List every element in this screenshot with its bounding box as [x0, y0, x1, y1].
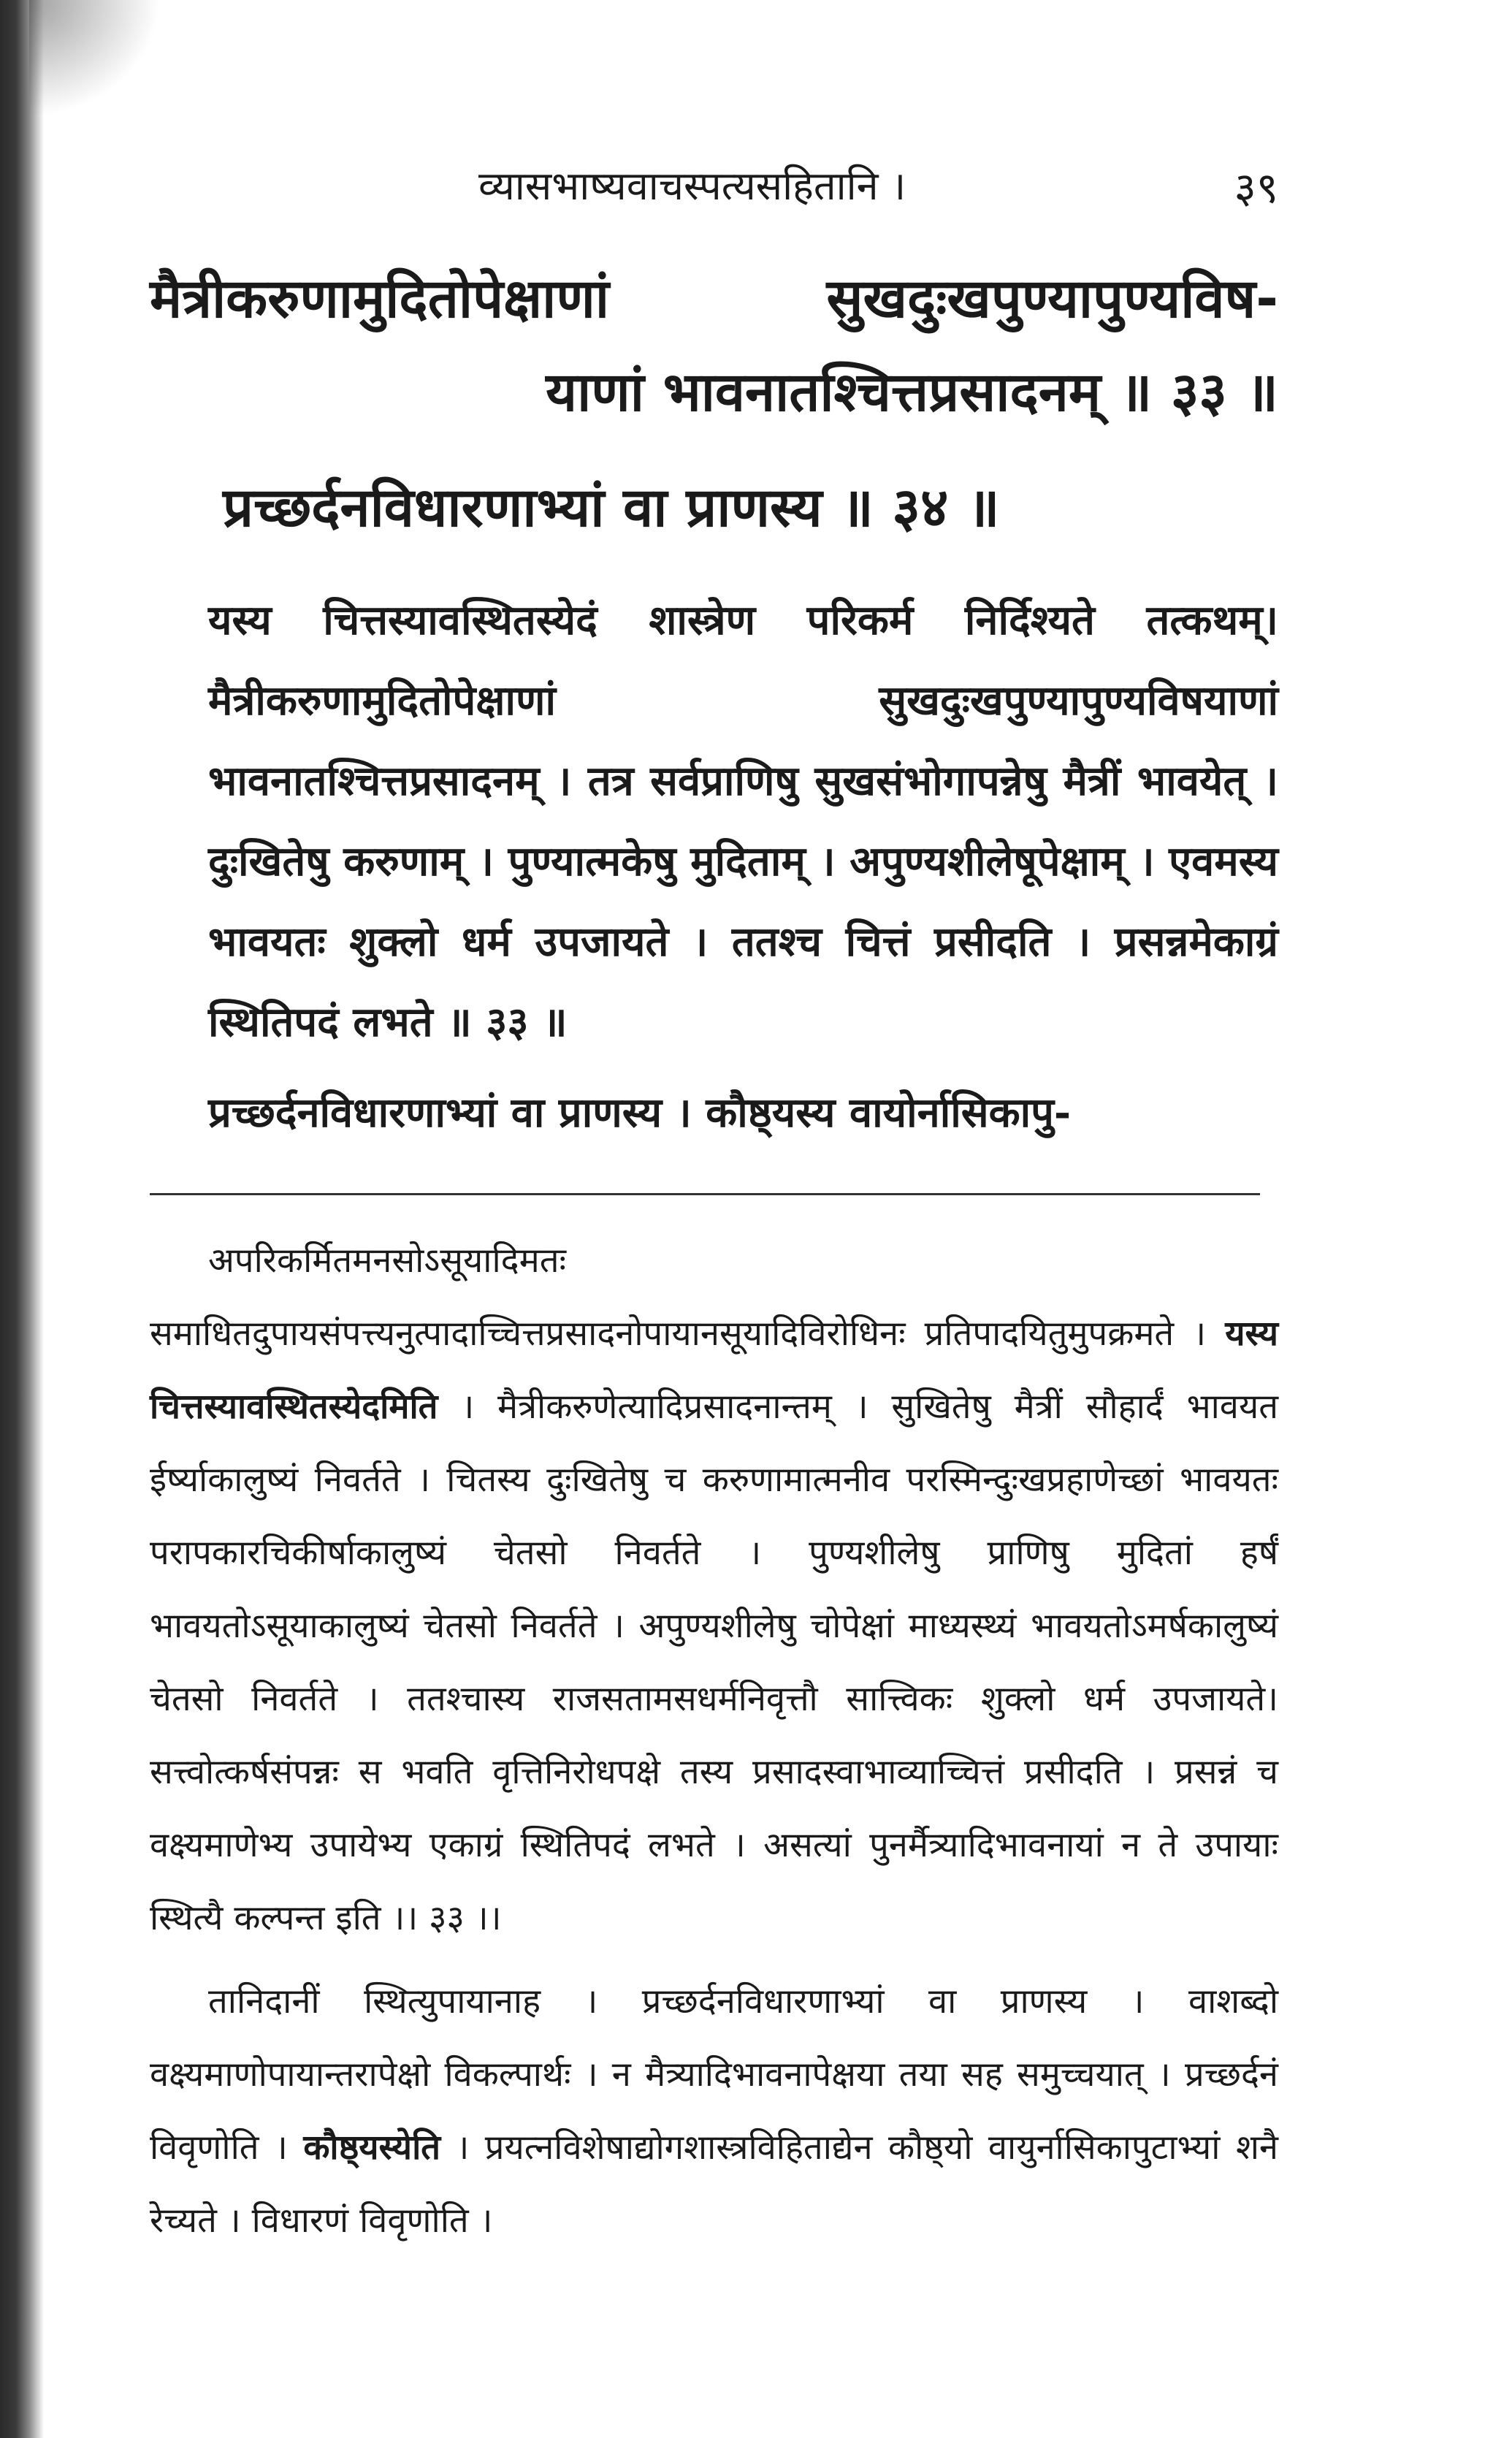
tika-pratika: कौष्ठ्यस्येति [303, 2127, 441, 2168]
sutra-33 [150, 252, 1278, 439]
sutra-33-line-1: मैत्रीकरुणामुदितोपेक्षाणां सुखदुःखपुण्यापुण्यविष- [150, 267, 1278, 330]
tika-text: तानिदानीं स्थित्युपायानाह । प्रच्छर्दनविधारणाभ्यां वा प्राणस्य । वाशब्दो वक्ष्यमाणोपायान्तरापेक्षो विकल्पार्थः । न मैत्र्यादिभावनापेक्षया तया सह समुच्चयात् । प्रच्छर्दनं विवृणोति । [150, 1981, 1278, 2168]
sutra-34: प्रच्छर्दनविधारणाभ्यां वा प्राणस्य ॥ ३४ ॥ [223, 476, 1000, 539]
running-title: व्यासभाष्यवाचस्पत्यसहितानि । [478, 163, 906, 209]
footnote-divider [150, 1193, 1260, 1195]
running-header [150, 157, 1278, 223]
bhashya-paragraph-2: प्रच्छर्दनविधारणाभ्यां वा प्राणस्य । कौष्ठ्यस्य वायोर्नासिकापु- [208, 1089, 1072, 1137]
bhashya-commentary [150, 580, 1278, 1153]
bhashya-paragraph-1: यस्य चित्तस्यावस्थितस्येदं शास्त्रेण परिकर्म निर्दिश्यते तत्कथम्। मैत्रीकरुणामुदितोपेक्षाणां सुखदुःखपुण्यापुण्यविषयाणां भावनातश्चित्तप्रसादनम् । तत्र सर्वप्राणिषु सुखसंभोगापन्नेषु मैत्रीं भावयेत् । दुःखितेषु करुणाम् । पुण्यात्मकेषु मुदिताम् । अपुण्यशीलेषूपेक्षाम् । एवमस्य भावयतः शुक्लो धर्म उपजायते । ततश्च चित्तं प्रसीदति । प्रसन्नमेकाग्रं स्थितिपदं लभते ॥ ३३ ॥ [208, 596, 1278, 1046]
scan-shadow-corner [29, 0, 161, 117]
book-page [150, 157, 1278, 2258]
tika-text: अपरिकर्मितमनसोऽसूयादिमतः समाधितदुपायसंपत्त्यनुत्पादाच्चित्तप्रसादनोपायानसूयादिविरोधिनः प्रतिपादयितुमुपक्रमते । [150, 1241, 1207, 1354]
tika-pratika: यस्य चित्तस्यावस्थितस्येदमिति [150, 1314, 1278, 1427]
tika-paragraph-1 [150, 1224, 1278, 1955]
tika-paragraph-2 [150, 1965, 1278, 2258]
sutra-33-line-2: याणां भावनातश्चित्तप्रसादनम् ॥ ३३ ॥ [546, 361, 1278, 424]
tika-commentary [150, 1224, 1278, 2258]
scan-shadow-edge [0, 0, 44, 2438]
page-number: ३९ [1234, 163, 1278, 213]
tika-text: । प्रयत्नविशेषाद्योगशास्त्रविहिताद्येन कौष्ठ्यो वायुर्नासिकापुटाभ्यां शनै रेच्यते । विधारणं विवृणोति । [150, 2127, 1278, 2241]
tika-text: । मैत्रीकरुणेत्यादिप्रसादनान्तम् । सुखितेषु मैत्रीं सौहार्दं भावयत ईर्ष्याकालुष्यं निवर्तते । चितस्य दुःखितेषु च करुणामात्मनीव परस्मिन्दुःखप्रहाणेच्छां भावयतः परापकारचिकीर्षाकालुष्यं चेतसो निवर्तते । पुण्यशीलेषु प्राणिषु मुदितां हर्षं भावयतोऽसूयाकालुष्यं चेतसो निवर्तते । अपुण्यशीलेषु चोपेक्षां माध्यस्थ्यं भावयतोऽमर्षकालुष्यं चेतसो निवर्तते । ततश्चास्य राजसतामसधर्मनिवृत्तौ सात्त्विकः शुक्लो धर्म उपजायते। सत्त्वोत्कर्षसंपन्नः स भवति वृत्तिनिरोधपक्षे तस्य प्रसादस्वाभाव्याच्चित्तं प्रसीदति । प्रसन्नं च वक्ष्यमाणेभ्य उपायेभ्य एकाग्रं स्थितिपदं लभते । असत्यां पुनर्मैत्र्यादिभावनायां न ते उपायाः स्थित्यै कल्पन्त इति ।। ३३ ।। [150, 1387, 1278, 1938]
